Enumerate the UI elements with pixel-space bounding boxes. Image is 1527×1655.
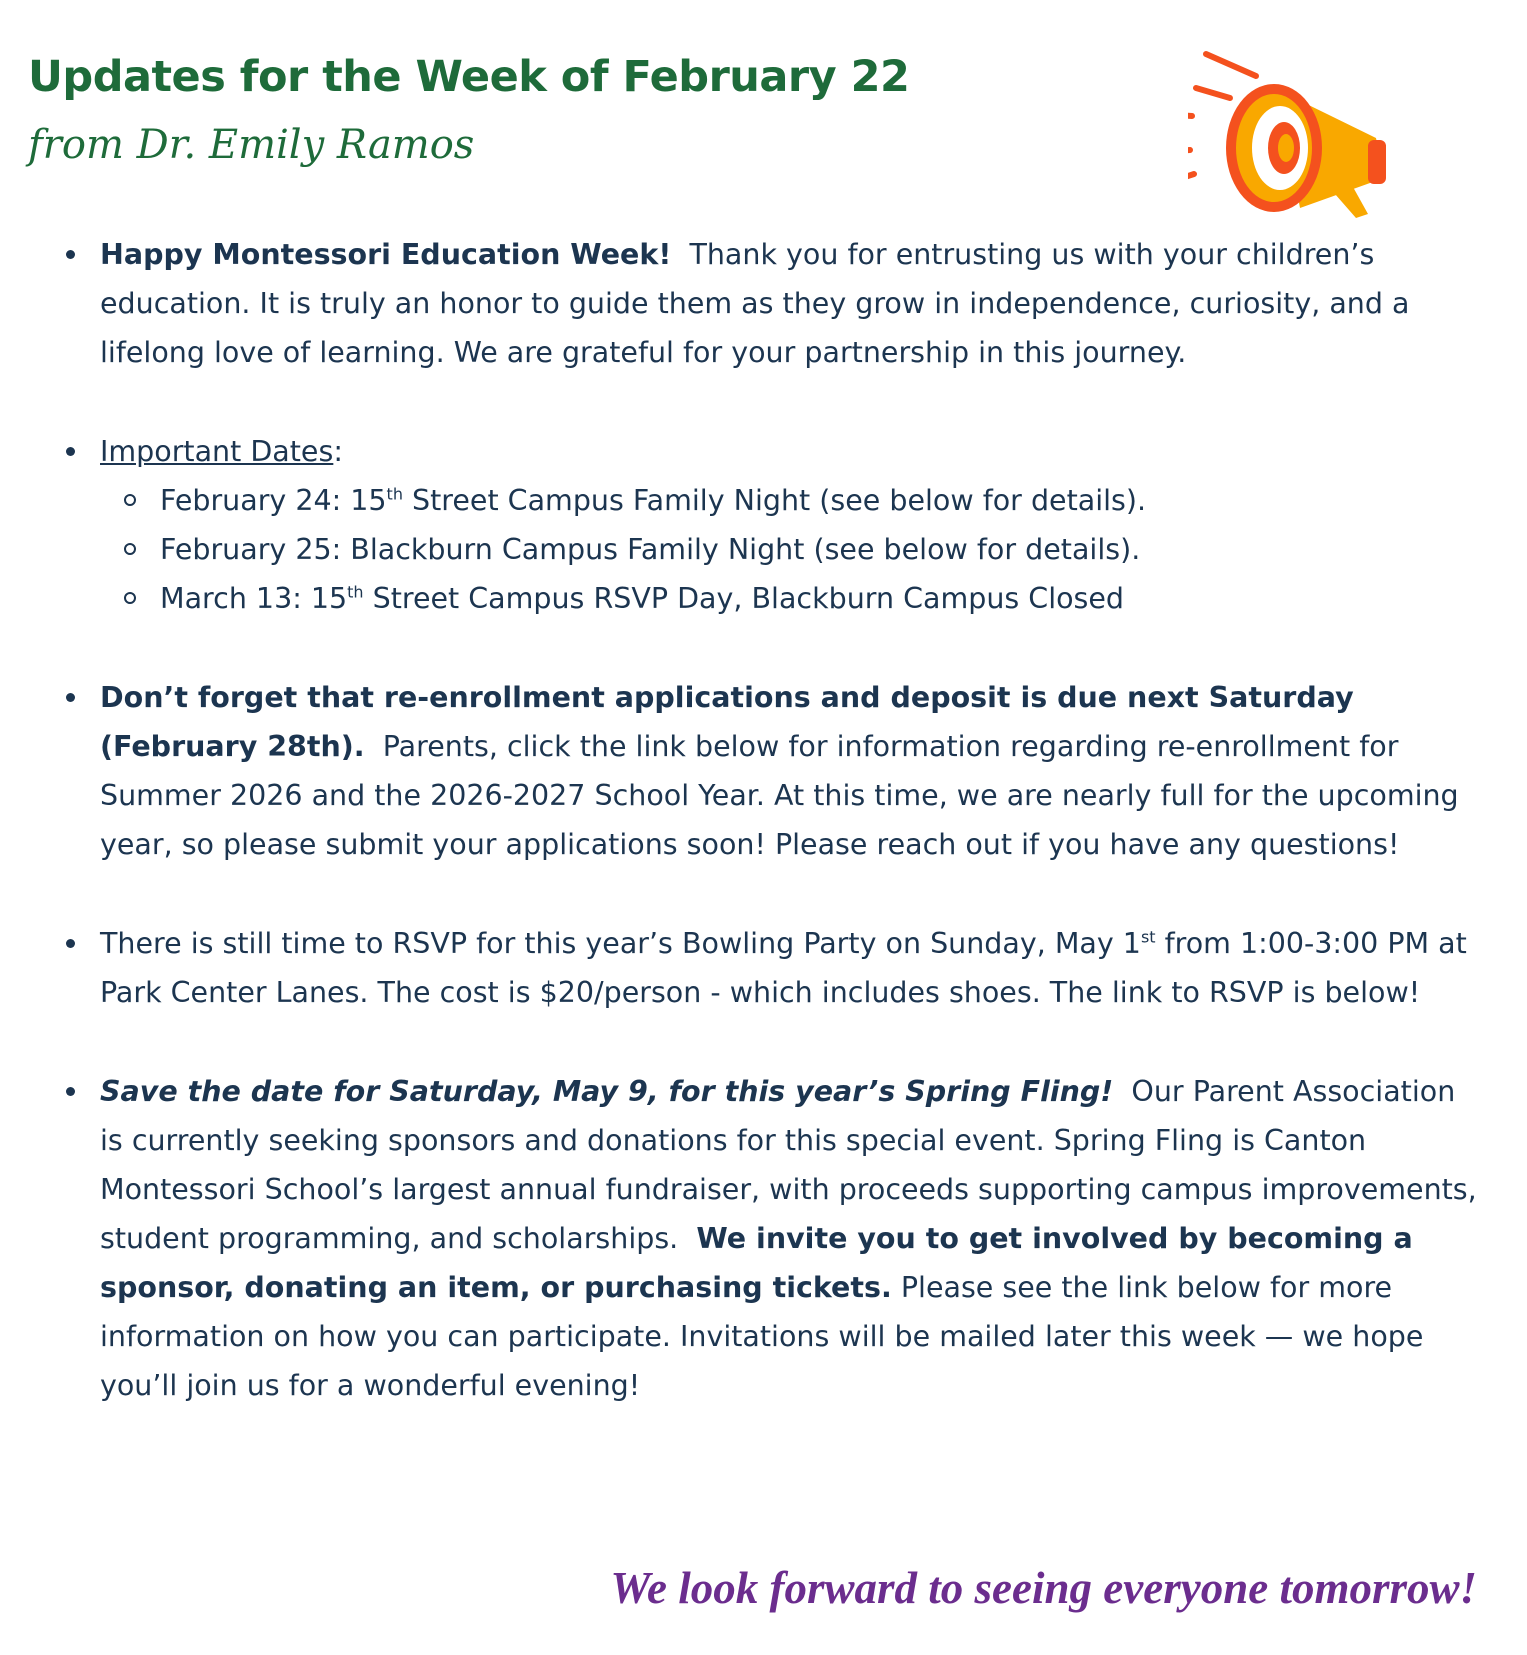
montessori-week-item <box>60 230 1480 377</box>
author-byline: from Dr. Emily Ramos <box>28 122 475 168</box>
item-lead: Save the date for Saturday, May 9, for this year’s Spring Fling! <box>100 1075 1114 1108</box>
item-text: Parents, click the link below for information regarding re-enrollment for Summer 2026 and the 2026-2027 School Year. At this time, we are nearly full for the upcoming year, so please submit your applications soon! Please reach out if you have any questions! <box>100 730 1459 861</box>
page-title: Updates for the Week of February 22 <box>28 52 910 102</box>
item-callout: We invite you to get involved by becoming a sponsor, donating an item, or purchasing tickets. <box>100 1222 1413 1304</box>
reenrollment-item <box>60 673 1480 869</box>
date-entry: February 25: Blackburn Campus Family Night (see below for details). <box>120 525 1480 574</box>
item-text: Please see the link below for more information on how you can participate. Invitations will be mailed later this week — we hope you’ll join us for a wonderful evening! <box>100 1271 1424 1402</box>
updates-body <box>60 230 1480 1460</box>
item-lead: Happy Montessori Education Week! <box>100 238 672 271</box>
bowling-party-item: There is still time to RSVP for this year’s Bowling Party on Sunday, May 1st from 1:00-3:00 PM at Park Center Lanes. The cost is $20/person - which includes shoes. The link to RSVP is below! <box>60 919 1480 1017</box>
dates-heading: Important Dates <box>100 435 334 468</box>
item-text: Our Parent Association is currently seeking sponsors and donations for this special event. Spring Fling is Canton Montessori School’s largest annual fundraiser, with proceeds supporting campus improvements, student programming, and scholarships. <box>100 1075 1477 1255</box>
item-text: Thank you for entrusting us with your children’s education. It is truly an honor to guide them as they grow in independence, curiosity, and a lifelong love of learning. We are grateful for your partnership in this journey. <box>100 238 1410 369</box>
date-entry: February 24: 15th Street Campus Family Night (see below for details). <box>120 476 1480 525</box>
megaphone-icon <box>1188 46 1474 236</box>
closing-message: We look forward to seeing everyone tomorrow! <box>610 1563 1477 1613</box>
date-entry: March 13: 15th Street Campus RSVP Day, Blackburn Campus Closed <box>120 574 1480 623</box>
spring-fling-item <box>60 1067 1480 1410</box>
important-dates-item: Important Dates: February 24: 15th Street Campus Family Night (see below for details). February 25: Blackburn Campus Family Night (see below for details). March 13: 15th Street Campus RSVP Day, Blackburn Campus Closed <box>60 427 1480 623</box>
item-lead: Don’t forget that re-enrollment applications and deposit is due next Saturday (February 28th). <box>100 681 1354 763</box>
